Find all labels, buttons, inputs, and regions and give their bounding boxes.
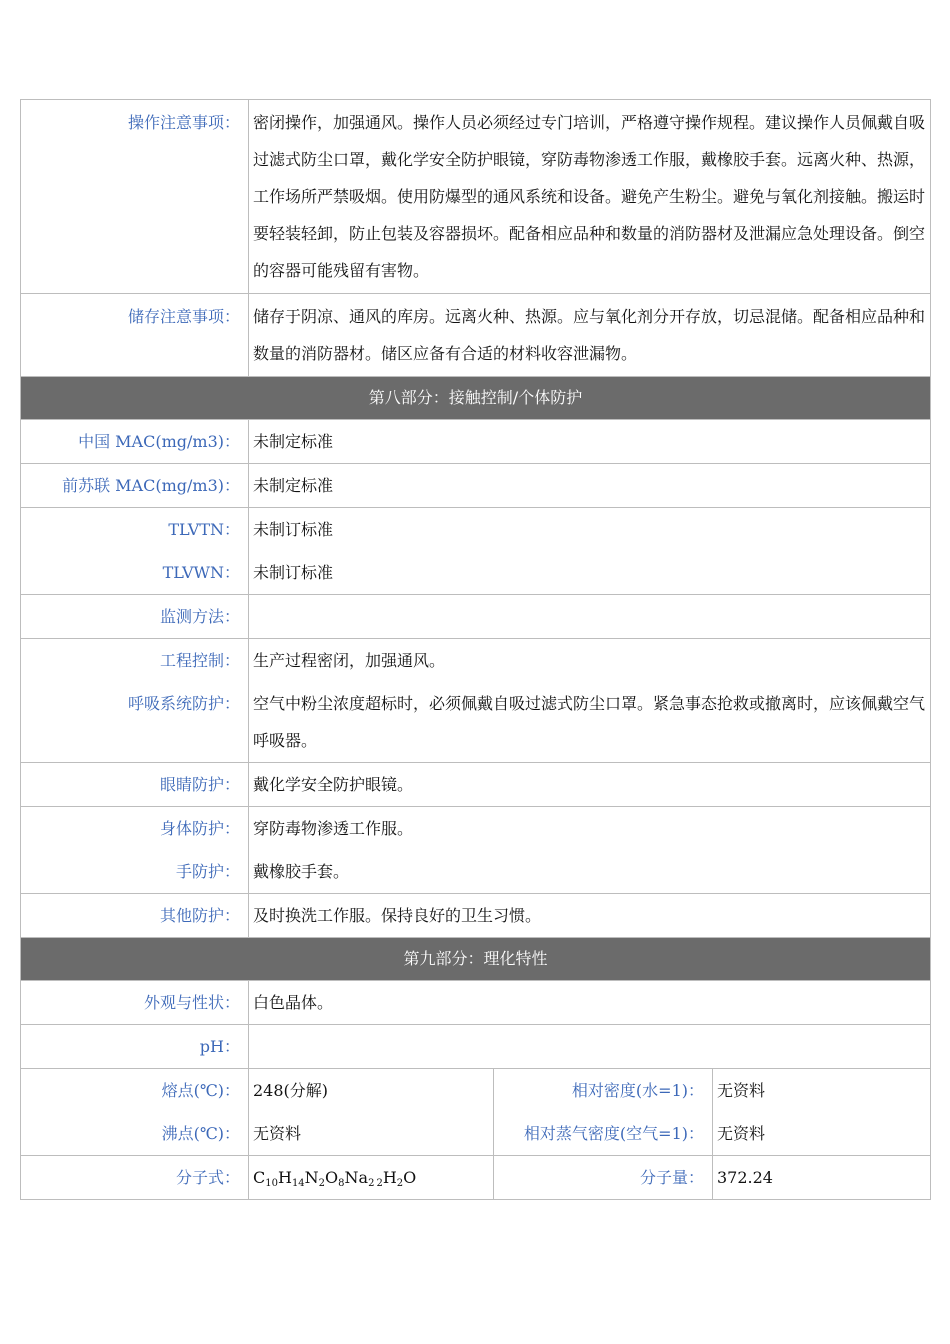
monitoring-label: 监测方法：	[21, 595, 249, 639]
storage-text: 储存于阴凉、通风的库房。远离火种、热源。应与氧化剂分开存放，切忌混储。配备相应品种和数量的消防器材。储区应备有合适的材料收容泄漏物。	[249, 294, 931, 377]
melting-value: 248(分解)	[253, 1081, 329, 1100]
monitoring-value	[249, 595, 931, 639]
ussr-mac-value: 未制定标准	[249, 464, 931, 508]
hand-value: 戴橡胶手套。	[253, 862, 350, 881]
ph-row	[21, 1025, 931, 1069]
ussr-mac-label: 前苏联 MAC(mg/m3)：	[21, 464, 249, 508]
tlvwn-value: 未制订标准	[253, 563, 334, 582]
appearance-row	[21, 981, 931, 1025]
other-value: 及时换洗工作服。保持良好的卫生习惯。	[249, 894, 931, 938]
rel-density-value: 无资料	[717, 1081, 766, 1100]
melting-label: 熔点(℃)：	[161, 1081, 240, 1100]
ph-value	[249, 1025, 931, 1069]
section8-title: 第八部分：接触控制/个体防护	[21, 377, 931, 420]
eye-value: 戴化学安全防护眼镜。	[249, 763, 931, 807]
eye-label: 眼睛防护：	[21, 763, 249, 807]
appearance-value: 白色晶体。	[249, 981, 931, 1025]
melting-boiling-row	[21, 1069, 931, 1156]
section9-header	[21, 938, 931, 981]
china-mac-row	[21, 420, 931, 464]
china-mac-label: 中国 MAC(mg/m3)：	[21, 420, 249, 464]
body-value: 穿防毒物渗透工作服。	[253, 819, 414, 838]
tlvtn-label: TLVTN：	[168, 520, 240, 539]
ussr-mac-row	[21, 464, 931, 508]
section8-header	[21, 377, 931, 420]
boiling-value: 无资料	[253, 1124, 302, 1143]
engineering-label: 工程控制：	[159, 651, 240, 670]
vapor-density-label: 相对蒸气密度(空气=1)：	[523, 1124, 704, 1143]
ph-label: pH：	[21, 1025, 249, 1069]
boiling-label: 沸点(℃)：	[161, 1124, 240, 1143]
mol-weight-label: 分子量：	[494, 1156, 713, 1200]
tlvtn-value: 未制订标准	[253, 520, 334, 539]
other-row	[21, 894, 931, 938]
rel-density-label: 相对密度(水=1)：	[571, 1081, 704, 1100]
storage-row	[21, 294, 931, 377]
monitoring-row	[21, 595, 931, 639]
respiratory-label: 呼吸系统防护：	[127, 694, 240, 713]
handling-text: 密闭操作，加强通风。操作人员必须经过专门培训，严格遵守操作规程。建议操作人员佩戴自吸过滤式防尘口罩，戴化学安全防护眼镜，穿防毒物渗透工作服，戴橡胶手套。远离火种、热源，工作场所严禁吸烟。使用防爆型的通风系统和设备。避免产生粉尘。避免与氧化剂接触。搬运时要轻装轻卸，防止包装及容器损坏。配备相应品种和数量的消防器材及泄漏应急处理设备。倒空的容器可能残留有害物。	[249, 100, 931, 294]
appearance-label: 外观与性状：	[21, 981, 249, 1025]
formula-label: 分子式：	[21, 1156, 249, 1200]
tlvwn-label: TLVWN：	[162, 563, 240, 582]
section9-title: 第九部分：理化特性	[21, 938, 931, 981]
formula-value: $C_{10}H_{14}N_2O_8Na_2$ $_2H_2O$	[249, 1156, 494, 1200]
engineering-respiratory-row	[21, 639, 931, 763]
respiratory-value: 空气中粉尘浓度超标时，必须佩戴自吸过滤式防尘口罩。紧急事态抢救或撤离时，应该佩戴空气呼吸器。	[253, 694, 926, 750]
handling-row	[21, 100, 931, 294]
china-mac-value: 未制定标准	[249, 420, 931, 464]
storage-label: 储存注意事项：	[21, 294, 249, 377]
vapor-density-value: 无资料	[717, 1124, 766, 1143]
eye-row	[21, 763, 931, 807]
mol-weight-value: 372.24	[713, 1156, 931, 1200]
body-label: 身体防护：	[159, 819, 240, 838]
body-hand-row	[21, 807, 931, 894]
engineering-value: 生产过程密闭，加强通风。	[253, 651, 446, 670]
hand-label: 手防护：	[175, 862, 240, 881]
other-label: 其他防护：	[21, 894, 249, 938]
formula-row	[21, 1156, 931, 1200]
msds-table	[20, 99, 931, 1200]
handling-label: 操作注意事项：	[21, 100, 249, 294]
tlv-row	[21, 508, 931, 595]
